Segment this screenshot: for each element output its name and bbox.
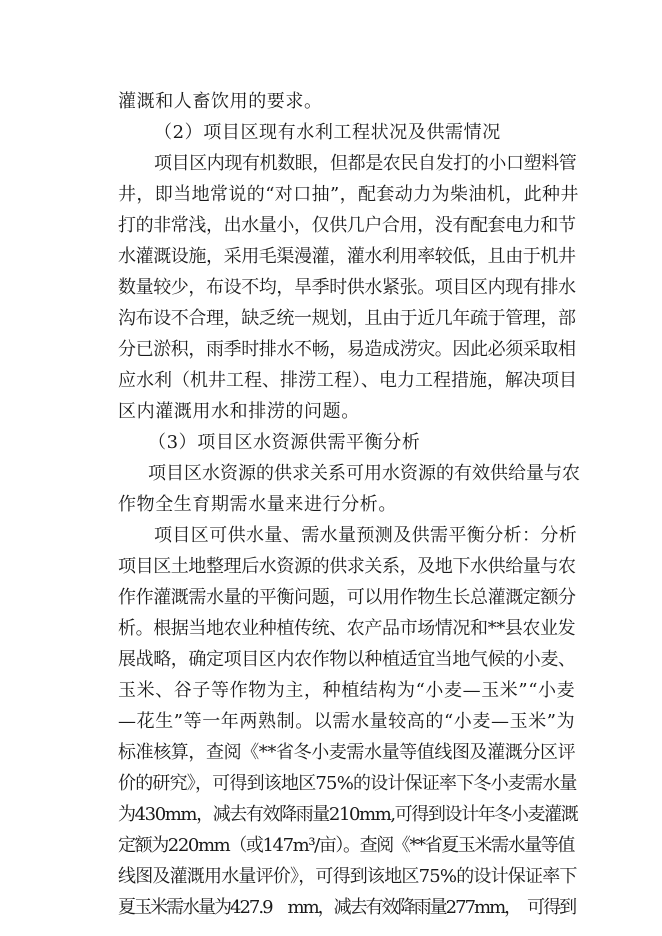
text-line: 数量较少，布设不均，旱季时供水紧张。项目区内现有排水 — [118, 277, 576, 298]
text-line: 沟布设不合理，缺乏统一规划，且由于近几年疏于管理，部 — [118, 308, 576, 329]
text-line: 玉米、谷子等作物为主，种植结构为“小麦—玉米”“小麦 — [118, 680, 576, 701]
text-line: 定额为220mm（或147m³/亩）。查阅《**省夏玉米需水量等值 — [118, 835, 574, 856]
text-line: 标准核算，查阅《**省冬小麦需水量等值线图及灌溉分区评 — [118, 742, 576, 763]
text-line: 区内灌溉用水和排涝的问题。 — [118, 401, 360, 422]
text-line: —花生”等一年两熟制。以需水量较高的“小麦—玉米”为 — [118, 711, 576, 732]
text-line: 价的研究》，可得到该地区75%的设计保证率下冬小麦需水量 — [118, 773, 577, 794]
text-line: 作作灌溉需水量的平衡问题，可以用作物生长总灌溉定额分 — [118, 587, 576, 608]
text-line: 井，即当地常说的“对口抽”，配套动力为柴油机，此种井 — [118, 184, 579, 205]
text-line: 为430mm，减去有效降雨量210mm,可得到设计年冬小麦灌溉 — [118, 804, 578, 825]
text-line: 项目区土地整理后水资源的供求关系，及地下水供给量与农 — [118, 556, 576, 577]
text-line: 作物全生育期需水量来进行分析。 — [118, 494, 397, 515]
text-line: 项目区可供水量、需水量预测及供需平衡分析：分析 — [154, 525, 578, 546]
text-line: 项目区内现有机数眼，但都是农民自发打的小口塑料管 — [154, 153, 577, 174]
text-line: 分已淤积，雨季时排水不畅，易造成涝灾。因此必须采取相 — [118, 339, 576, 360]
text-line: 项目区水资源的供求关系可用水资源的有效供给量与农 — [148, 463, 580, 484]
text-line: 线图及灌溉用水量评价》，可得到该地区75%的设计保证率下 — [118, 866, 577, 887]
text-line: 析。根据当地农业种植传统、农产品市场情况和**县农业发 — [118, 618, 576, 639]
text-line: 展战略，确定项目区内农作物以种植适宜当地气候的小麦、 — [118, 649, 576, 670]
text-line: 打的非常浅，出水量小，仅供几户合用，没有配套电力和节 — [118, 215, 576, 236]
text-line: 夏玉米需水量为427.9 mm，减去有效降雨量277mm， 可得到 — [118, 897, 576, 918]
text-line: 应水利（机井工程、排涝工程）、电力工程措施，解决项目 — [118, 370, 577, 391]
section-heading: （3）项目区水资源供需平衡分析 — [148, 432, 421, 453]
section-heading: （2）项目区现有水利工程状况及供需情况 — [154, 122, 501, 143]
text-line: 水灌溉设施，采用毛渠漫灌，灌水利用率较低，且由于机井 — [118, 246, 576, 267]
text-line: 灌溉和人畜饮用的要求。 — [118, 91, 323, 112]
